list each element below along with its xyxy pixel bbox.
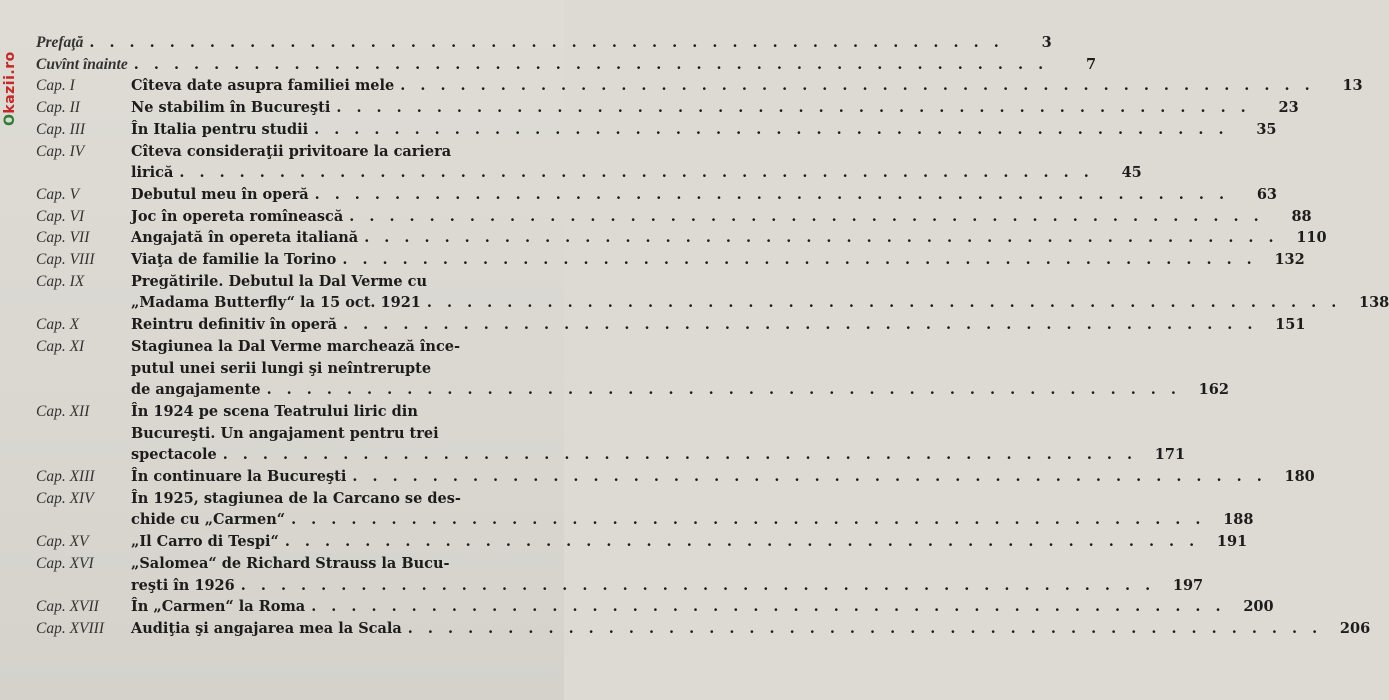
toc-title-text: Debutul meu în operă: [131, 185, 309, 203]
toc-title-line: [131, 336, 1181, 358]
toc-title-text: „Salomea“ de Richard Strauss la Bucu-: [131, 554, 450, 572]
toc-title-text: Bucureşti. Un angajament pentru trei: [131, 424, 439, 442]
toc-chapter-label: Cap. XVII: [36, 598, 99, 616]
toc-title-text: spectacole: [131, 446, 217, 464]
dot-leader: . . . . . . . . . . . . . . . . . . . . . . . . . . . . . . . . . . . . . . . . . . . . . .: [336, 99, 1251, 117]
toc-title-text: Audiţia şi angajarea mea la Scala: [131, 619, 402, 637]
toc-title-line: [131, 184, 1229, 206]
toc-title-text: Ne stabilim în Bucureşti: [131, 99, 331, 117]
toc-title-text: de angajamente: [131, 381, 261, 399]
toc-title-line: [131, 271, 1341, 293]
dot-leader: . . . . . . . . . . . . . . . . . . . . . . . . . . . . . . . . . . . . . . . . . . . . . .: [342, 251, 1257, 269]
toc-entry: [36, 54, 1097, 76]
toc-entry-title: [131, 336, 1181, 401]
toc-title-text: „Il Carro di Tespi“: [131, 533, 279, 551]
toc-entry: [36, 466, 1315, 488]
toc-chapter-label: Cap. IV: [36, 142, 85, 160]
toc-title-text: Stagiunea la Dal Verme marchează înce-: [131, 337, 461, 355]
toc-entry: [36, 553, 1204, 596]
toc-title-text: În „Carmen“ la Roma: [131, 598, 306, 616]
toc-chapter-label: Cap. XIII: [36, 468, 95, 486]
dot-leader: . . . . . . . . . . . . . . . . . . . . . . . . . . . . . . . . . . . . . . . . . . . . . .: [352, 468, 1267, 486]
toc-chapter-label: Cap. XIV: [36, 489, 94, 507]
toc-page-number: 200: [1243, 598, 1274, 616]
toc-page-number: 191: [1216, 533, 1248, 551]
toc-page-number: 88: [1291, 207, 1312, 225]
toc-title-line: [131, 249, 1257, 271]
dot-leader: . . . . . . . . . . . . . . . . . . . . . . . . . . . . . . . . . . . . . . . . . . . . . .: [400, 77, 1315, 95]
toc-entry: [36, 75, 1363, 97]
toc-title-text: reşti în 1926: [131, 576, 235, 594]
toc-page-number: 206: [1339, 619, 1371, 637]
dot-leader: . . . . . . . . . . . . . . . . . . . . . . . . . . . . . . . . . . . . . . . . . . . . . .: [343, 316, 1258, 334]
toc-title-text: Reintru definitiv în operă: [131, 316, 338, 334]
toc-entry-title: [36, 32, 1004, 54]
toc-title-line: [131, 162, 1094, 184]
toc-entry-title: [131, 531, 1199, 553]
toc-entry-title: [131, 618, 1322, 640]
toc-entry: [36, 596, 1274, 618]
toc-title-line: [131, 206, 1264, 228]
toc-entry-title: [131, 271, 1341, 314]
toc-title-line: [131, 75, 1315, 97]
dot-leader: . . . . . . . . . . . . . . . . . . . . . . . . . . . . . . . . . . . . . . . . . . . . . .: [364, 229, 1279, 247]
dot-leader: . . . . . . . . . . . . . . . . . . . . . . . . . . . . . . . . . . . . . . . . . . . . . .: [89, 34, 1004, 51]
toc-title-text: lirică: [131, 164, 174, 182]
toc-title-text: În Italia pentru studii: [131, 120, 309, 138]
toc-page-number: 23: [1278, 99, 1299, 117]
toc-entry-title: [131, 97, 1251, 119]
toc-page-number: 188: [1223, 511, 1254, 529]
toc-chapter-label: Prefaţă: [36, 34, 84, 51]
toc-title-line: [131, 292, 1341, 314]
toc-chapter-label: Cap. X: [36, 316, 80, 334]
toc-entry-title: [131, 227, 1279, 249]
toc-title-line: [131, 227, 1279, 249]
toc-entry-title: [131, 553, 1155, 596]
toc-title-text: În continuare la Bucureşti: [131, 468, 347, 486]
toc-entry-title: [36, 54, 1048, 76]
toc-title-text: putul unei serii lungi şi neîntrerupte: [131, 359, 432, 377]
toc-title-line: [131, 444, 1137, 466]
toc-entry: [36, 531, 1248, 553]
toc-title-text: „Madama Butterfly“ la 15 oct. 1921: [131, 294, 421, 312]
dot-leader: . . . . . . . . . . . . . . . . . . . . . . . . . . . . . . . . . . . . . . . . . . . . . .: [284, 533, 1200, 551]
toc-page-number: 7: [1086, 55, 1097, 73]
toc-title-text: Angajată în opereta italiană: [131, 229, 359, 247]
toc-title-line: [131, 596, 1226, 618]
toc-entry-title: [131, 596, 1226, 618]
toc-chapter-label: Cap. XI: [36, 337, 85, 355]
toc-title-line: [36, 54, 1048, 76]
dot-leader: . . . . . . . . . . . . . . . . . . . . . . . . . . . . . . . . . . . . . . . . . . . . . .: [133, 55, 1049, 73]
toc-page-number: 13: [1342, 77, 1363, 95]
toc-chapter-label: Cap. V: [36, 185, 80, 203]
toc-page-number: 180: [1284, 468, 1315, 486]
toc-chapter-label: Cap. XII: [36, 402, 90, 420]
toc-chapter-label: Cap. XV: [36, 533, 89, 551]
dot-leader: . . . . . . . . . . . . . . . . . . . . . . . . . . . . . . . . . . . . . . . . . . . . . .: [311, 598, 1226, 616]
toc-page-number: 138: [1359, 294, 1389, 312]
toc-page-number: 197: [1172, 576, 1204, 594]
toc-chapter-label: Cap. II: [36, 99, 80, 117]
toc-chapter-label: Cuvînt înainte: [36, 55, 128, 73]
toc-page-number: 3: [1041, 34, 1052, 51]
toc-page-number: 63: [1256, 185, 1277, 203]
toc-title-line: [131, 141, 1094, 163]
dot-leader: . . . . . . . . . . . . . . . . . . . . . . . . . . . . . . . . . . . . . . . . . . . . . .: [407, 619, 1323, 637]
toc-title-line: [131, 423, 1137, 445]
dot-leader: . . . . . . . . . . . . . . . . . . . . . . . . . . . . . . . . . . . . . . . . . . . . . .: [426, 294, 1342, 312]
toc-entry: [36, 227, 1327, 249]
toc-title-line: [131, 97, 1251, 119]
toc-entry: [36, 271, 1389, 314]
dot-leader: . . . . . . . . . . . . . . . . . . . . . . . . . . . . . . . . . . . . . . . . . . . . . .: [314, 120, 1229, 138]
toc-title-line: [131, 618, 1322, 640]
dot-leader: . . . . . . . . . . . . . . . . . . . . . . . . . . . . . . . . . . . . . . . . . . . . . .: [266, 381, 1181, 399]
toc-entry: [36, 32, 1052, 54]
dot-leader: . . . . . . . . . . . . . . . . . . . . . . . . . . . . . . . . . . . . . . . . . . . . . .: [314, 185, 1229, 203]
toc-title-text: Cîteva date asupra familiei mele: [131, 77, 395, 95]
toc-title-line: [131, 531, 1199, 553]
toc-chapter-label: Cap. XVIII: [36, 619, 105, 637]
toc-entry-title: [131, 141, 1094, 184]
toc-title-text: În 1925, stagiunea de la Carcano se des-: [131, 489, 461, 507]
toc-entry-title: [131, 466, 1267, 488]
toc-title-line: [131, 401, 1137, 423]
toc-entry: [36, 184, 1277, 206]
toc-title-text: Cîteva consideraţii privitoare la cariera: [131, 142, 452, 160]
toc-entry-title: [131, 314, 1257, 336]
toc-title-line: [131, 575, 1155, 597]
toc-title-line: [131, 553, 1155, 575]
toc-chapter-label: Cap. VII: [36, 229, 90, 247]
toc-entry-title: [131, 119, 1229, 141]
toc-title-line: [36, 32, 1004, 54]
toc-entry: [36, 618, 1371, 640]
dot-leader: . . . . . . . . . . . . . . . . . . . . . . . . . . . . . . . . . . . . . . . . . . . . . .: [222, 446, 1138, 464]
toc-chapter-label: Cap. VIII: [36, 251, 95, 269]
toc-page-number: 162: [1198, 381, 1229, 399]
toc-title-text: Pregătirile. Debutul la Dal Verme cu: [131, 272, 428, 290]
toc-title-line: [131, 119, 1229, 141]
toc-title-line: [131, 509, 1205, 531]
toc-chapter-label: Cap. XVI: [36, 554, 94, 572]
toc-entry: [36, 314, 1306, 336]
toc-chapter-label: Cap. VI: [36, 207, 85, 225]
toc-entry-title: [131, 249, 1257, 271]
toc-title-text: Joc în opereta romînească: [131, 207, 344, 225]
toc-chapter-label: Cap. III: [36, 120, 86, 138]
toc-entry: [36, 206, 1312, 228]
toc-entry-title: [131, 184, 1229, 206]
dot-leader: . . . . . . . . . . . . . . . . . . . . . . . . . . . . . . . . . . . . . . . . . . . . . .: [179, 164, 1094, 182]
toc-entry: [36, 119, 1277, 141]
toc-title-line: [131, 379, 1181, 401]
toc-title-line: [131, 358, 1181, 380]
toc-entry-title: [131, 206, 1264, 228]
toc-entry: [36, 401, 1186, 466]
toc-title-line: [131, 314, 1257, 336]
toc-page-number: 35: [1256, 120, 1277, 138]
toc-page-number: 45: [1121, 164, 1142, 182]
toc-entry-title: [131, 488, 1205, 531]
toc-entry: [36, 336, 1229, 401]
toc-entry: [36, 97, 1299, 119]
toc-page-number: 132: [1274, 251, 1305, 269]
dot-leader: . . . . . . . . . . . . . . . . . . . . . . . . . . . . . . . . . . . . . . . . . . . . . .: [291, 511, 1206, 529]
toc-title-line: [131, 488, 1205, 510]
toc-entry: [36, 488, 1254, 531]
toc-title-line: [131, 466, 1267, 488]
toc-chapter-label: Cap. I: [36, 77, 75, 95]
toc-page-number: 171: [1154, 446, 1186, 464]
toc-chapter-label: Cap. IX: [36, 272, 85, 290]
toc-entry: [36, 141, 1142, 184]
dot-leader: . . . . . . . . . . . . . . . . . . . . . . . . . . . . . . . . . . . . . . . . . . . . . .: [349, 207, 1264, 225]
watermark: Okazii.ro: [2, 51, 18, 126]
toc-entry-title: [131, 401, 1137, 466]
toc-title-text: În 1924 pe scena Teatrului liric din: [131, 402, 418, 420]
toc-entry: [36, 249, 1305, 271]
toc-entry-title: [131, 75, 1315, 97]
toc-page-number: 151: [1275, 316, 1306, 334]
dot-leader: . . . . . . . . . . . . . . . . . . . . . . . . . . . . . . . . . . . . . . . . . . . . . .: [240, 576, 1156, 594]
toc-title-text: chide cu „Carmen“: [131, 511, 286, 529]
table-of-contents: [36, 32, 1389, 640]
toc-title-text: Viaţa de familie la Torino: [131, 251, 337, 269]
toc-page-number: 110: [1296, 229, 1327, 247]
